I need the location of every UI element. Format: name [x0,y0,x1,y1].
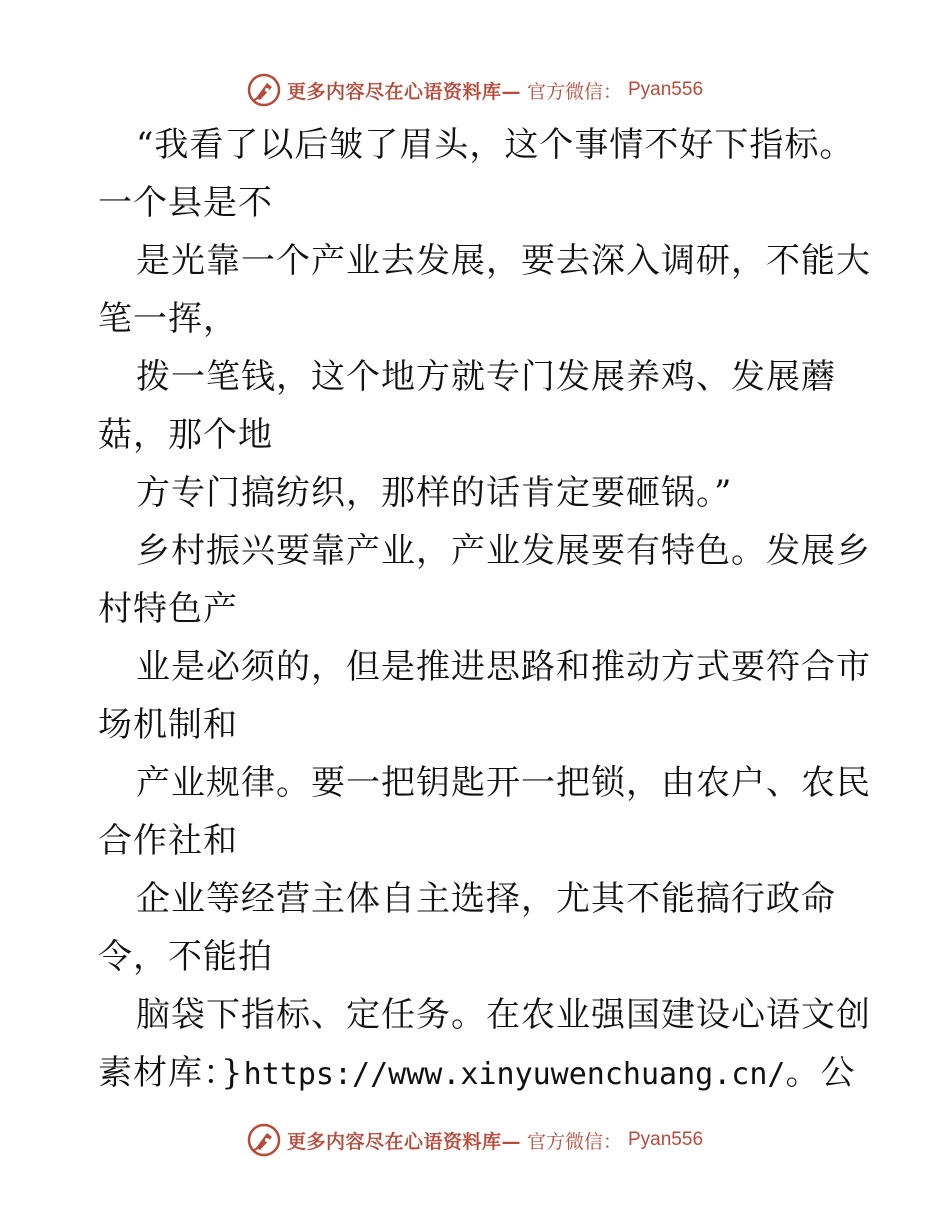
body-line: 令，不能拍 [98,937,273,977]
url-suffix: 。公 [785,1053,856,1093]
body-line: 产业规律。要一把钥匙开一把锁，由农户、农民 [136,763,871,803]
body-line: 笔一挥， [98,299,238,339]
banner-text: 更多内容尽在心语资料库— [286,80,521,103]
banner-wechat-id: Pyan556 [628,79,704,100]
banner-wechat-label: 官方微信： [526,1130,622,1153]
pen-nib-logo-icon [247,73,281,107]
pen-nib-logo-icon [247,1123,281,1157]
banner-wechat-label: 官方微信： [526,80,622,103]
body-line: “我看了以后皱了眉头，这个事情不好下指标。 [136,125,855,165]
body-line: 业是必须的，但是推进思路和推动方式要符合市 [136,647,871,687]
document-body [98,116,871,1102]
body-line: 乡村振兴要靠产业，产业发展要有特色。发展乡 [136,531,871,571]
banner-wechat-id: Pyan556 [628,1129,704,1150]
body-line: 企业等经营主体自主选择，尤其不能搞行政命 [136,879,836,919]
body-line: 合作社和 [98,821,238,861]
footer-watermark-banner [0,1120,950,1160]
body-line-with-url [98,1044,858,1102]
body-line: 一个县是不 [98,183,273,223]
body-line: 方专门搞纺织，那样的话肯定要砸锅。” [136,473,733,513]
body-line: 脑袋下指标、定任务。在农业强国建设心语文创 [136,995,871,1035]
body-line: 场机制和 [98,705,238,745]
header-watermark-banner [0,70,950,110]
banner-text: 更多内容尽在心语资料库— [286,1130,521,1153]
website-link[interactable]: https://www.xinyuwenchuang.cn/ [243,1057,786,1092]
body-line: 村特色产 [98,589,238,629]
body-line: 是光靠一个产业去发展，要去深入调研，不能大 [136,241,871,281]
body-line: 菇，那个地 [98,415,273,455]
url-prefix: 素材库：} [98,1053,244,1093]
body-line: 拨一笔钱，这个地方就专门发展养鸡、发展蘑 [136,357,836,397]
